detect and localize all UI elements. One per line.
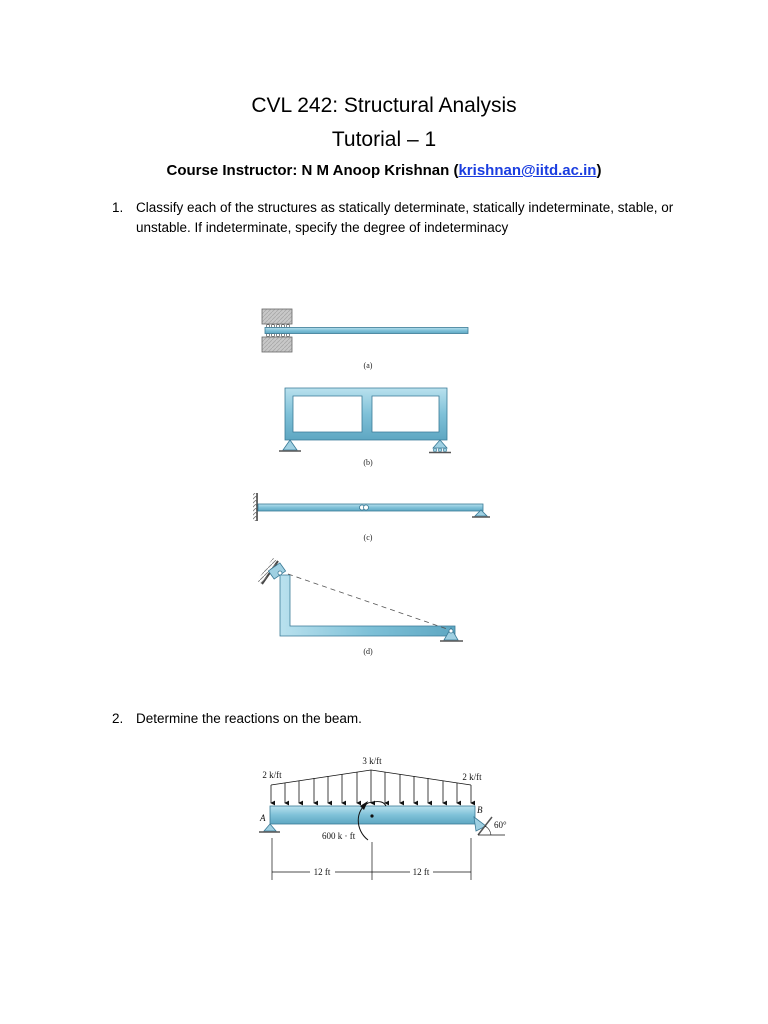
- course-title: CVL 242: Structural Analysis: [251, 94, 517, 117]
- question-number: 2.: [112, 711, 124, 726]
- dim-right-label: 12 ft: [412, 867, 430, 877]
- instructor-suffix: ): [596, 162, 602, 179]
- moment-label: 600 k · ft: [322, 831, 356, 841]
- structure-d: [257, 558, 463, 656]
- support-b-label: B: [477, 805, 483, 815]
- load-right-label: 2 k/ft: [462, 772, 482, 782]
- beam-figure: [259, 756, 507, 880]
- support-a-label: A: [260, 813, 266, 823]
- dim-left-label: 12 ft: [313, 867, 331, 877]
- question-text: Determine the reactions on the beam.: [136, 711, 362, 726]
- instructor-prefix: Course Instructor: N M Anoop Krishnan (: [166, 162, 459, 179]
- structure-a: [262, 309, 468, 370]
- email-link[interactable]: krishnan@iitd.ac.in: [458, 162, 597, 179]
- structure-b: [279, 388, 451, 467]
- caption-b: (b): [363, 458, 373, 467]
- load-left-label: 2 k/ft: [262, 770, 282, 780]
- caption-c: (c): [363, 533, 373, 542]
- caption-a: (a): [363, 361, 373, 370]
- question-number: 1.: [112, 200, 124, 215]
- load-center-label: 3 k/ft: [362, 756, 382, 766]
- angle-label: 60°: [494, 820, 507, 830]
- caption-d: (d): [363, 647, 373, 656]
- structure-c: [253, 493, 490, 542]
- tutorial-title: Tutorial – 1: [331, 128, 437, 151]
- question-text: Classify each of the structures as statically determinate, statically indeterminate, stable, or unstable. If indeterminate, specify the degree of indeterminacy: [136, 200, 674, 235]
